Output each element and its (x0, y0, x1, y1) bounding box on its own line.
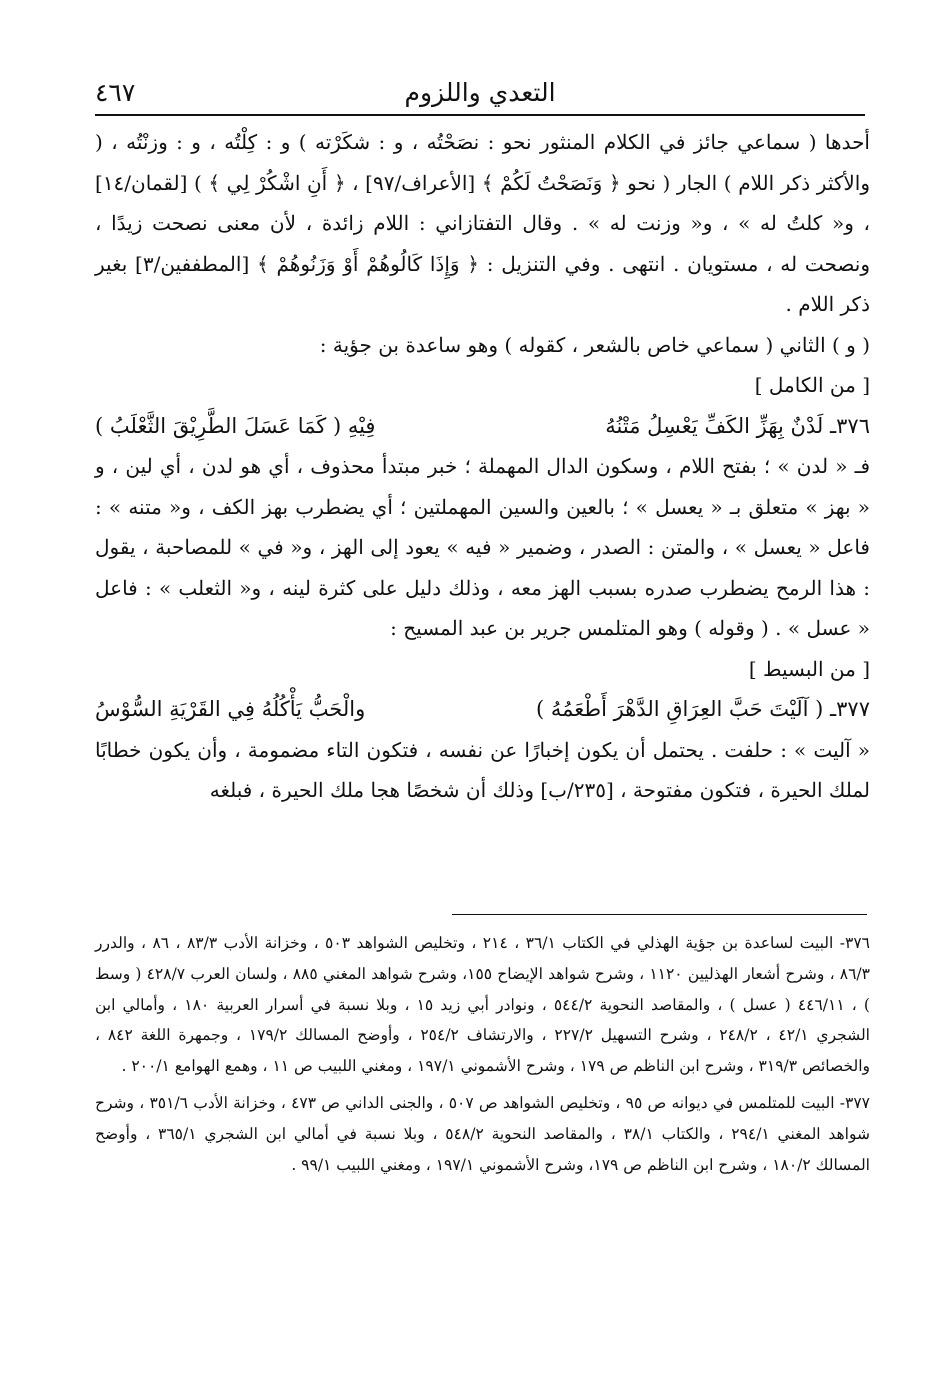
paragraph-1: أحدها ( سماعي جائز في الكلام المنثور نحو : نصَحْتُه ، و : شكَرْته ) و : كِلْتُه ، و : وزنْتُه ، ( والأكثر ذكر اللام ) الجار ( نحو ﴿ وَنَصَحْتُ لَكُمْ ﴾ [الأعراف/٩٧] ، ﴿ أَنِ اشْكُرْ لِي ﴾ ) [لقمان/١٤] ، و« كلتُ له » ، و« وزنت له » . وقال التفتازاني : اللام زائدة ، لأن معنى نصحت زيدًا ، ونصحت له ، مستويان . انتهى . وفي التنزيل : ﴿ وَإِذَا كَالُوهُمْ أَوْ وَزَنُوهُمْ ﴾ [المطففين/٣] بغير ذكر اللام . (95, 130, 871, 316)
footnote-376: ٣٧٦- البيت لساعدة بن جؤية الهذلي في الكتاب ٣٦/١ ، ٢١٤ ، وتخليص الشواهد ٥٠٣ ، وخزانة الأدب ٨٣/٣ ، ٨٦ ، والدرر ٨٦/٣ ، وشرح أشعار الهذليين ١١٢٠ ، وشرح شواهد الإيضاح ١٥٥، وشرح شواهد المغني ٨٨٥ ، ولسان العرب ٤٢٨/٧ ( وسط ) ، ٤٤٦/١١ ( عسل ) ، والمقاصد النحوية ٥٤٤/٢ ، ونوادر أبي زيد ١٥ ، وبلا نسبة في أسرار العربية ١٨٠ ، وأمالي ابن الشجري ٤٢/١ ، ٢٤٨/٢ ، وشرح التسهيل ٢٢٧/٢ ، والارتشاف ٢٥٤/٢ ، وأوضح المسالك ١٧٩/٢ ، وجمهرة اللغة ٨٤٢ ، والخصائص ٣١٩/٣ ، وشرح ابن الناظم ص ١٧٩ ، وشرح الأشموني ١٩٧/١ ، ومغني اللبيب ص ١١ ، وهمع الهوامع ٢٠٠/١ . (95, 934, 870, 1076)
paragraph-3: فـ « لدن » ؛ بفتح اللام ، وسكون الدال المهملة ؛ خبر مبتدأ محذوف ، أي هو لدن ، أي لين ، و « بهز » متعلق بـ « يعسل » ؛ بالعين والسين المهملتين ؛ أي يضطرب بهز الكف ، و« متنه » : فاعل « يعسل » ، والمتن : الصدر ، وضمير « فيه » يعود إلى الهز ، و« في » للمصاحبة ، يقول : هذا الرمح يضطرب صدره بسبب الهز معه ، وذلك دليل على كثرة لينه ، و« الثعلب » : فاعل « عسل » . ( وقوله ) وهو المتلمس جرير بن عبد المسيح : (95, 454, 871, 640)
verse-376-first-hemistich: ٣٧٦ـ لَدْنٌ بِهَزِّ الكَفِّ يَعْسِلُ مَتْنُهُ (605, 413, 870, 438)
footnote-rule (452, 914, 867, 915)
page-number: ٤٦٧ (95, 78, 136, 107)
page-header (95, 74, 865, 114)
paragraph-2: ( و ) الثاني ( سماعي خاص بالشعر ، كقوله ) وهو ساعدة بن جؤية : (319, 332, 870, 357)
verse-377-first-hemistich: ٣٧٧ـ ( آلَيْتَ حَبَّ العِرَاقِ الدَّهْرَ أَطْعَمُهُ ) (536, 697, 870, 721)
meter-label-basit: [ من البسيط ] (748, 656, 870, 681)
meter-label-kamil: [ من الكامل ] (754, 373, 870, 397)
paragraph-4: « آليت » : حلفت . يحتمل أن يكون إخبارًا عن نفسه ، فتكون التاء مضمومة ، وأن يكون خطابًا لملك الحيرة ، فتكون مفتوحة ، [٢٣٥/ب] وذلك أن شخصًا هجا ملك الحيرة ، فبلغه (95, 737, 870, 802)
main-text (95, 122, 870, 811)
running-title: التعدي واللزوم (404, 78, 556, 107)
verse-377-second-hemistich: والْحَبُّ يَأْكُلُهُ فِي القَرْيَةِ السُّوْسُ (95, 697, 366, 721)
footnotes (95, 928, 870, 1186)
verse-376-second-hemistich: فِيْهِ ( كَمَا عَسَلَ الطَّرِيْقَ الثَّعْلَبُ ) (95, 413, 376, 438)
header-rule (95, 114, 865, 116)
footnote-377: ٣٧٧- البيت للمتلمس في ديوانه ص ٩٥ ، وتخليص الشواهد ص ٥٠٧ ، والجنى الداني ص ٤٧٣ ، وخزانة الأدب ٣٥١/٦ ، وشرح شواهد المغني ٢٩٤/١ ، والكتاب ٣٨/١ ، والمقاصد النحوية ٥٤٨/٢ ، وبلا نسبة في أمالي ابن الشجري ٣٦٥/١ ، وأوضح المسالك ١٨٠/٢ ، وشرح ابن الناظم ص ١٧٩، وشرح الأشموني ١٩٧/١ ، ومغني اللبيب ٩٩/١ . (95, 1093, 870, 1174)
verse-377 (95, 689, 870, 730)
verse-376 (95, 406, 870, 447)
